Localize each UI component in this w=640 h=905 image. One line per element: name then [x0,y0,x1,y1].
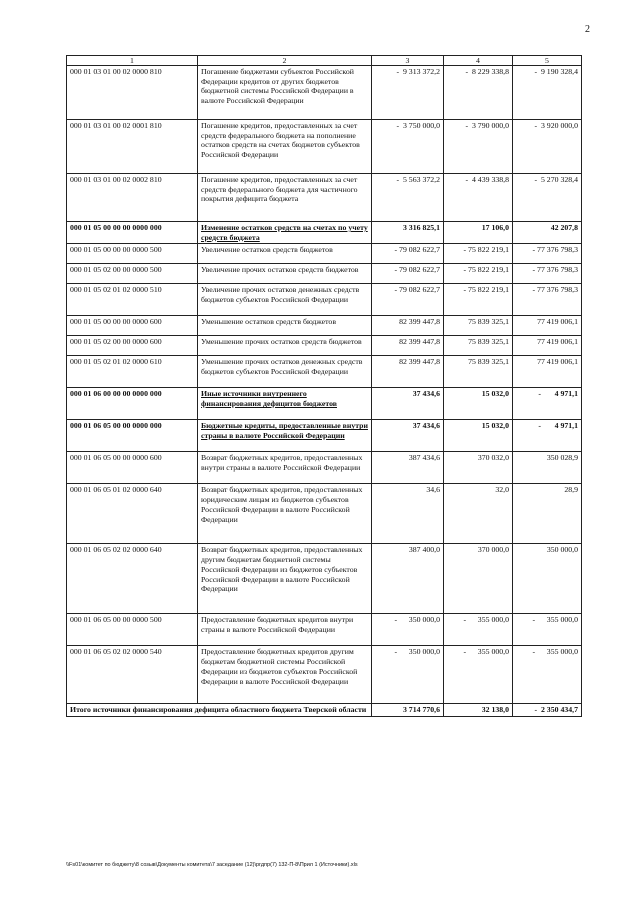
row-value-col4: 370 000,0 [444,544,513,614]
table-row [67,336,582,356]
header-row [67,56,582,66]
row-description: Предоставление бюджетных кредитов другим бюджетам бюджетной системы Российской Федерации из бюджетов субъектов Российской Федерации в валюте Российской Федерации [198,646,372,704]
table-row [67,646,582,704]
row-description: Бюджетные кредиты, предоставленные внутри страны в валюте Российской Федерации [198,420,372,452]
table-row [67,484,582,544]
col-header-3: 3 [372,56,444,66]
row-value-col3: - 9 313 372,2 [372,66,444,120]
row-value-col5: 77 419 006,1 [513,356,582,388]
row-value-col4: 15 032,0 [444,420,513,452]
table-row [67,120,582,174]
row-value-col4: 75 839 325,1 [444,336,513,356]
footer-file-path: \\Fs01\комитет по бюджету\8 созыв\Документы комитета\7 заседание (12)\ргдпр(7) 132-П-8\Прил 1 (Источники).xls [66,862,358,868]
row-value-col3: 34,6 [372,484,444,544]
row-value-col3: - 5 563 372,2 [372,174,444,222]
row-code: 000 01 05 00 00 00 0000 500 [67,244,198,264]
row-description: Погашение бюджетами субъектов Российской Федерации кредитов от других бюджетов бюджетной системы Российской Федерации в валюте Российской Федерации [198,66,372,120]
row-value-col4: - 8 229 338,8 [444,66,513,120]
row-value-col3: 37 434,6 [372,388,444,420]
row-value-col5: 77 419 006,1 [513,336,582,356]
row-value-col5: 42 207,8 [513,222,582,244]
row-value-col3: - 79 082 622,7 [372,284,444,316]
row-description: Увеличение прочих остатков денежных средств бюджетов субъектов Российской Федерации [198,284,372,316]
table-row [67,284,582,316]
row-description: Уменьшение прочих остатков денежных средств бюджетов субъектов Российской Федерации [198,356,372,388]
row-value-col5: - 77 376 798,3 [513,284,582,316]
row-value-col5: - 4 971,1 [513,420,582,452]
total-value-col4: 32 138,0 [444,704,513,717]
row-value-col4: - 4 439 338,8 [444,174,513,222]
row-code: 000 01 06 05 00 00 0000 000 [67,420,198,452]
row-code: 000 01 03 01 00 02 0000 810 [67,66,198,120]
sources-table [66,55,582,717]
row-value-col5: - 9 190 328,4 [513,66,582,120]
table-row [67,174,582,222]
total-value-col5: - 2 350 434,7 [513,704,582,717]
table-row [67,452,582,484]
row-value-col4: - 75 822 219,1 [444,244,513,264]
table-row [67,614,582,646]
row-value-col5: - 355 000,0 [513,646,582,704]
row-code: 000 01 05 02 01 02 0000 610 [67,356,198,388]
row-code: 000 01 06 05 02 02 0000 540 [67,646,198,704]
row-code: 000 01 03 01 00 02 0001 810 [67,120,198,174]
row-description: Погашение кредитов, предоставленных за счет средств федерального бюджета для частичного покрытия дефицита бюджета [198,174,372,222]
row-value-col4: - 75 822 219,1 [444,284,513,316]
row-description: Возврат бюджетных кредитов, предоставленных юридическим лицам из бюджетов субъектов Российской Федерации в валюте Российской Федерации [198,484,372,544]
row-code: 000 01 03 01 00 02 0002 810 [67,174,198,222]
row-value-col5: - 77 376 798,3 [513,244,582,264]
row-description: Иные источники внутреннего финансирования дефицитов бюджетов [198,388,372,420]
row-description: Погашение кредитов, предоставленных за счет средств федерального бюджета на пополнение остатков средств на счетах бюджетов субъектов Российской Федерации [198,120,372,174]
row-code: 000 01 05 02 01 02 0000 510 [67,284,198,316]
table-row [67,244,582,264]
table-row [67,420,582,452]
total-value-col3: 3 714 770,6 [372,704,444,717]
row-description: Уменьшение прочих остатков средств бюджетов [198,336,372,356]
row-value-col3: 37 434,6 [372,420,444,452]
row-value-col4: 32,0 [444,484,513,544]
row-value-col3: 3 316 825,1 [372,222,444,244]
col-header-1: 1 [67,56,198,66]
row-value-col4: 75 839 325,1 [444,356,513,388]
row-value-col4: 370 032,0 [444,452,513,484]
row-value-col3: - 3 750 000,0 [372,120,444,174]
row-value-col4: - 3 790 000,0 [444,120,513,174]
row-value-col3: - 79 082 622,7 [372,264,444,284]
row-code: 000 01 05 02 00 00 0000 600 [67,336,198,356]
row-code: 000 01 06 00 00 00 0000 000 [67,388,198,420]
row-value-col5: 350 000,0 [513,544,582,614]
row-code: 000 01 06 05 00 00 0000 500 [67,614,198,646]
row-value-col3: 387 400,0 [372,544,444,614]
row-value-col4: - 75 822 219,1 [444,264,513,284]
total-label: Итого источники финансирования дефицита областного бюджета Тверской области [67,704,372,717]
row-value-col3: 82 399 447,8 [372,356,444,388]
row-value-col3: 387 434,6 [372,452,444,484]
row-code: 000 01 06 05 02 02 0000 640 [67,544,198,614]
row-description: Возврат бюджетных кредитов, предоставленных внутри страны в валюте Российской Федерации [198,452,372,484]
row-value-col5: - 355 000,0 [513,614,582,646]
row-value-col5: 77 419 006,1 [513,316,582,336]
row-value-col5: 350 028,9 [513,452,582,484]
row-description: Изменение остатков средств на счетах по учету средств бюджета [198,222,372,244]
table-row [67,264,582,284]
row-value-col4: 15 032,0 [444,388,513,420]
row-value-col5: 28,9 [513,484,582,544]
row-value-col3: 82 399 447,8 [372,316,444,336]
row-value-col4: - 355 000,0 [444,614,513,646]
table-row [67,316,582,336]
row-value-col3: - 350 000,0 [372,646,444,704]
total-row [67,704,582,717]
table-row [67,356,582,388]
col-header-5: 5 [513,56,582,66]
row-value-col3: - 79 082 622,7 [372,244,444,264]
row-code: 000 01 06 05 00 00 0000 600 [67,452,198,484]
row-value-col5: - 77 376 798,3 [513,264,582,284]
page-number: 2 [585,24,590,35]
col-header-4: 4 [444,56,513,66]
row-value-col3: 82 399 447,8 [372,336,444,356]
row-code: 000 01 05 00 00 00 0000 000 [67,222,198,244]
row-description: Увеличение прочих остатков средств бюджетов [198,264,372,284]
table-row [67,66,582,120]
row-code: 000 01 05 00 00 00 0000 600 [67,316,198,336]
row-value-col5: - 3 920 000,0 [513,120,582,174]
row-value-col5: - 5 270 328,4 [513,174,582,222]
row-description: Предоставление бюджетных кредитов внутри страны в валюте Российской Федерации [198,614,372,646]
table-row [67,388,582,420]
row-value-col5: - 4 971,1 [513,388,582,420]
table-row [67,222,582,244]
row-description: Уменьшение остатков средств бюджетов [198,316,372,336]
row-value-col4: - 355 000,0 [444,646,513,704]
row-description: Возврат бюджетных кредитов, предоставленных другим бюджетам бюджетной системы Российской Федерации из бюджетов субъектов Российской Федерации в валюте Российской Федерации [198,544,372,614]
row-value-col3: - 350 000,0 [372,614,444,646]
row-code: 000 01 05 02 00 00 0000 500 [67,264,198,284]
row-value-col4: 75 839 325,1 [444,316,513,336]
table-row [67,544,582,614]
col-header-2: 2 [198,56,372,66]
row-code: 000 01 06 05 01 02 0000 640 [67,484,198,544]
row-value-col4: 17 106,0 [444,222,513,244]
row-description: Увеличение остатков средств бюджетов [198,244,372,264]
